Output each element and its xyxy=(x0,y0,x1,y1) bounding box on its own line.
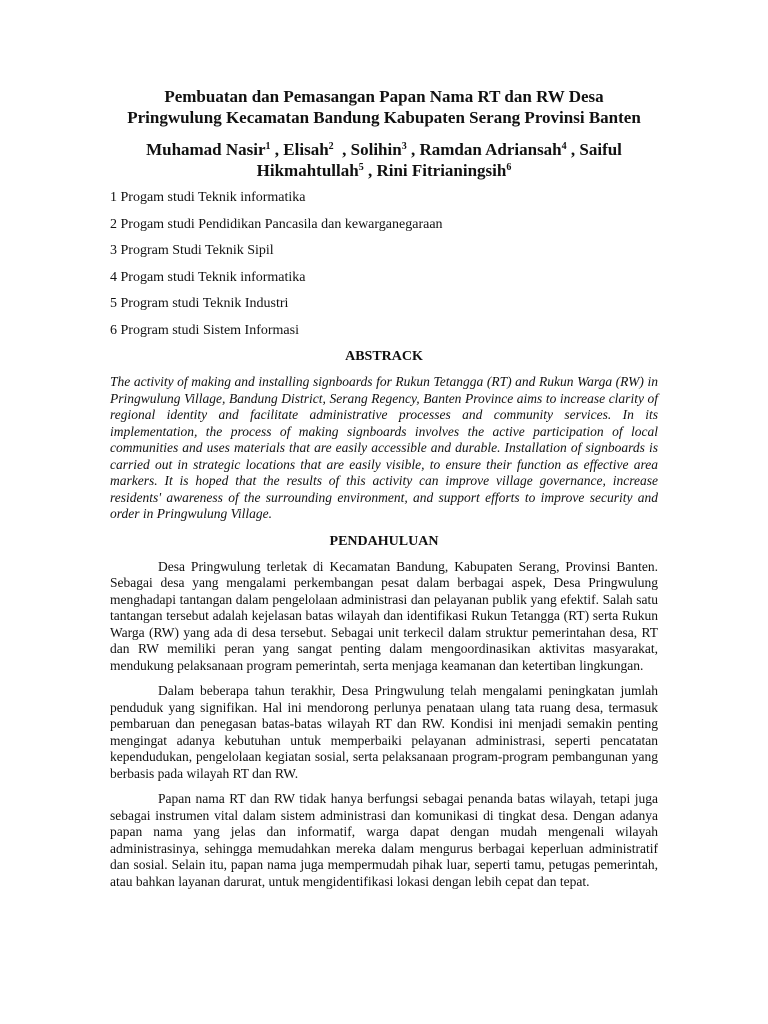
author-line: Hikmahtullah$^5$ , Rini Fitrianingsih$^6$ xyxy=(256,161,512,180)
section-heading-pendahuluan: PENDAHULUAN xyxy=(329,533,439,549)
paper-title xyxy=(110,86,658,128)
author-name: Solihin xyxy=(350,140,402,159)
affiliation-item: 2 Progam studi Pendidikan Pancasila dan kewarganegaraan xyxy=(110,216,443,232)
affiliation-item: 6 Program studi Sistem Informasi xyxy=(110,322,299,338)
paper-title-line: Pringwulung Kecamatan Bandung Kabupaten Serang Provinsi Banten xyxy=(127,108,641,127)
author-name: Ramdan Adriansah xyxy=(419,140,562,159)
affiliation-item: 1 Progam studi Teknik informatika xyxy=(110,190,306,205)
affiliation-item: 3 Program Studi Teknik Sipil xyxy=(110,243,274,258)
paper-title-line: Pembuatan dan Pemasangan Papan Nama RT dan RW Desa xyxy=(164,87,604,106)
affiliation-item: 4 Progam studi Teknik informatika xyxy=(110,269,306,285)
author-name: Muhamad Nasir xyxy=(146,140,266,159)
affiliation-item: 5 Program studi Teknik Industri xyxy=(110,296,289,311)
author-affiliation-number: 6 xyxy=(506,162,512,173)
author-affiliation-number: 3 xyxy=(401,141,407,152)
author-name: Rini Fitrianingsih xyxy=(376,161,507,180)
paper-body xyxy=(110,86,658,899)
author-name: Elisah xyxy=(283,140,329,159)
body-paragraph: Dalam beberapa tahun terakhir, Desa Pringwulung telah mengalami peningkatan jumlah penduduk yang signifikan. Hal ini mendorong perlunya penataan ulang tata ruang desa, termasuk pembaruan dan penegasan batas-batas wilayah RT dan RW. Kondisi ini menjadi semakin penting mengingat adanya kebutuhan untuk memperbaiki pelayanan administrasi, seperti pencatatan kependudukan, pengelolaan kegiatan sosial, serta pelaksanaan program-program pembangunan yang berbasis pada wilayah RT dan RW. xyxy=(110,683,658,781)
author-affiliation-number: 4 xyxy=(561,141,567,152)
abstract-text: The activity of making and installing signboards for Rukun Tetangga (RT) and Rukun Warga (RW) in Pringwulung Village, Bandung District, Serang Regency, Banten Province aims to increase clarity of regional identity and facilitate administrative processes and community services. In its implementation, the process of making signboards involves the active participation of local communities and uses materials that are easily accessible and durable. Installation of signboards is carried out in strategic locations that are easily visible, to ensure their function as effective area markers. It is hoped that the results of this activity can improve village governance, increase residents' awareness of the surrounding environment, and support efforts to improve security and order in Pringwulung Village. xyxy=(110,374,658,521)
abstract-heading: ABSTRACK xyxy=(345,349,423,364)
author-line: Muhamad Nasir$^1$ , Elisah$^2$ , Solihin$^3$ , Ramdan Adriansah$^4$ , Saiful xyxy=(146,140,622,159)
affiliation-list xyxy=(110,189,658,339)
author-affiliation-number: 2 xyxy=(328,141,334,152)
body-paragraph: Desa Pringwulung terletak di Kecamatan Bandung, Kabupaten Serang, Provinsi Banten. Sebagai desa yang mengalami perkembangan pesat dalam berbagai aspek, Desa Pringwulung menghadapi tantangan dalam pengelolaan administrasi dan pelayanan publik yang efektif. Salah satu tantangan tersebut adalah kejelasan batas wilayah dan identifikasi Rukun Tetangga (RT) serta Rukun Warga (RW) yang ada di desa tersebut. Sebagai unit terkecil dalam struktur pemerintahan desa, RT dan RW memiliki peran yang sangat penting dalam mengoordinasikan aktivitas masyarakat, mendukung pelaksanaan program pemerintah, serta menjaga keamanan dan ketertiban lingkungan. xyxy=(110,558,658,673)
author-list xyxy=(110,139,658,181)
body-paragraph: Papan nama RT dan RW tidak hanya berfungsi sebagai penanda batas wilayah, tetapi juga sebagai instrumen vital dalam sistem administrasi dan komunikasi di tingkat desa. Dengan adanya papan nama yang jelas dan informatif, warga dapat dengan mudah mengenali wilayah administrasinya, sehingga memudahkan mereka dalam mengurus berbagai keperluan administratif dan sosial. Selain itu, papan nama juga mempermudah pihak luar, seperti tamu, petugas pemerintah, atau bahkan layanan darurat, untuk mengidentifikasi lokasi dengan lebih cepat dan tepat. xyxy=(110,791,658,889)
author-affiliation-number: 5 xyxy=(358,162,364,173)
author-affiliation-number: 1 xyxy=(265,141,271,152)
